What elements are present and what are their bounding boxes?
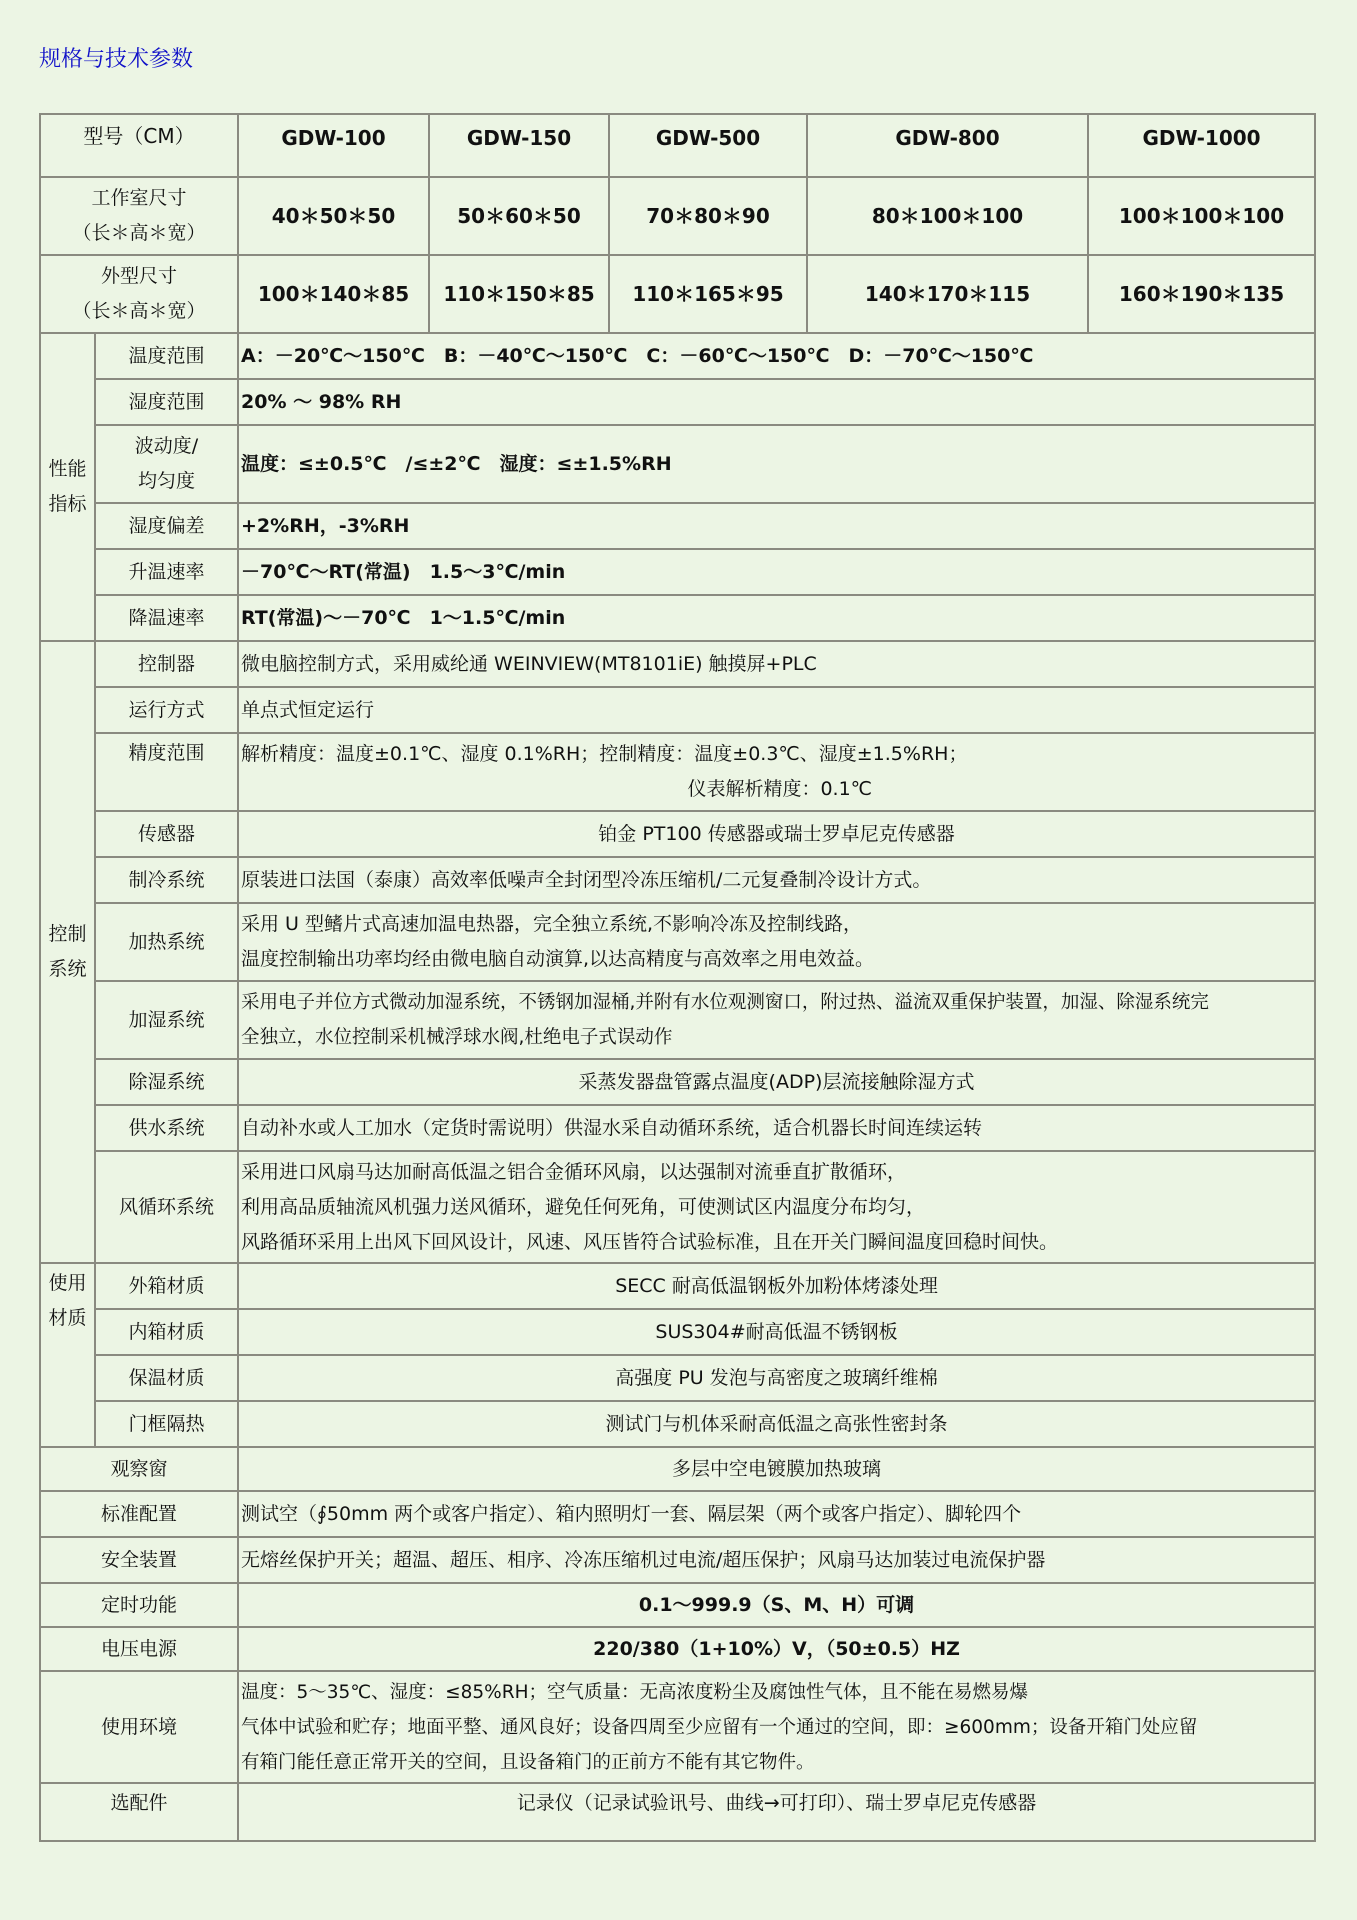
safety-label: 安全装置 <box>40 1537 238 1583</box>
model-label: 型号（CM） <box>40 114 238 177</box>
material-category-1: 使用 <box>48 1272 87 1294</box>
heat-rate-row <box>40 549 1315 595</box>
dehumidify-label: 除湿系统 <box>95 1059 238 1105</box>
air-row <box>40 1151 1315 1263</box>
fluctuation-label <box>95 425 238 503</box>
controller-label: 控制器 <box>95 641 238 687</box>
perf-category <box>40 333 95 641</box>
environment-line-3: 有箱门能任意正常开关的空间，且设备箱门的正前方不能有其它物件。 <box>241 1751 815 1773</box>
safety-row <box>40 1537 1315 1583</box>
cool-rate-value: RT(常温)～－70℃ 1～1.5℃/min <box>238 595 1315 641</box>
humidity-range-label: 湿度范围 <box>95 379 238 425</box>
cooling-label: 制冷系统 <box>95 857 238 903</box>
timer-row <box>40 1583 1315 1627</box>
dehumidify-value: 采蒸发器盘管露点温度(ADP)层流接触除湿方式 <box>238 1059 1315 1105</box>
control-category-1: 控制 <box>48 923 87 945</box>
spec-table <box>39 113 1316 1842</box>
outer-size-value: 140＊170＊115 <box>807 255 1088 333</box>
window-row <box>40 1447 1315 1491</box>
options-row <box>40 1783 1315 1841</box>
humidity-deviation-row <box>40 503 1315 549</box>
run-mode-label: 运行方式 <box>95 687 238 733</box>
accuracy-row <box>40 733 1315 811</box>
timer-value: 0.1～999.9（S、M、H）可调 <box>238 1583 1315 1627</box>
accuracy-line-1: 解析精度：温度±0.1℃、湿度 0.1%RH；控制精度：温度±0.3℃、湿度±1.5%RH； <box>241 743 968 765</box>
cool-rate-label: 降温速率 <box>95 595 238 641</box>
model-cell: GDW-100 <box>238 114 429 177</box>
environment-label: 使用环境 <box>40 1671 238 1783</box>
perf-category-2: 指标 <box>48 493 87 515</box>
heating-line-1: 采用 U 型鳍片式高速加温电热器，完全独立系统,不影响冷冻及控制线路， <box>241 913 863 935</box>
heating-label: 加热系统 <box>95 903 238 981</box>
model-cell: GDW-800 <box>807 114 1088 177</box>
outer-size-label-2: （长＊高＊宽） <box>72 300 206 322</box>
outer-size-value: 100＊140＊85 <box>238 255 429 333</box>
air-line-3: 风路循环采用上出风下回风设计，风速、风压皆符合试验标准，且在开关门瞬间温度回稳时间快。 <box>241 1230 1059 1253</box>
control-category-2: 系统 <box>48 958 87 980</box>
fluctuation-row <box>40 425 1315 503</box>
insulation-label: 保温材质 <box>95 1355 238 1401</box>
accuracy-value <box>238 733 1315 811</box>
water-label: 供水系统 <box>95 1105 238 1151</box>
controller-value: 微电脑控制方式，采用威纶通 WEINVIEW(MT8101iE) 触摸屏+PLC <box>238 641 1315 687</box>
model-cell: GDW-150 <box>429 114 609 177</box>
fluctuation-label-2: 均匀度 <box>138 470 196 492</box>
door-value: 测试门与机体采耐高低温之高张性密封条 <box>238 1401 1315 1447</box>
work-size-label <box>40 177 238 255</box>
outer-material-value: SECC 耐高低温钢板外加粉体烤漆处理 <box>238 1263 1315 1309</box>
humidity-deviation-value: +2%RH，-3%RH <box>238 503 1315 549</box>
outer-material-label: 外箱材质 <box>95 1263 238 1309</box>
material-category <box>40 1263 95 1447</box>
humidify-value <box>238 981 1315 1059</box>
environment-value <box>238 1671 1315 1783</box>
heating-line-2: 温度控制输出功率均经由微电脑自动演算,以达高精度与高效率之用电效益。 <box>241 948 875 970</box>
temp-range-value: A：－20℃～150℃ B：－40℃～150℃ C：－60℃～150℃ D：－70℃～150℃ <box>238 333 1315 379</box>
heating-row <box>40 903 1315 981</box>
inner-material-label: 内箱材质 <box>95 1309 238 1355</box>
outer-size-value: 110＊150＊85 <box>429 255 609 333</box>
heat-rate-value: －70℃～RT(常温) 1.5～3℃/min <box>238 549 1315 595</box>
door-row <box>40 1401 1315 1447</box>
insulation-value: 高强度 PU 发泡与高密度之玻璃纤维棉 <box>238 1355 1315 1401</box>
outer-size-value: 110＊165＊95 <box>609 255 807 333</box>
air-value <box>238 1151 1315 1263</box>
outer-size-label <box>40 255 238 333</box>
outer-size-value: 160＊190＊135 <box>1088 255 1315 333</box>
options-value: 记录仪（记录试验讯号、曲线→可打印）、瑞士罗卓尼克传感器 <box>238 1783 1315 1841</box>
outer-size-label-1: 外型尺寸 <box>101 265 178 287</box>
model-row <box>40 114 1315 177</box>
environment-row <box>40 1671 1315 1783</box>
cool-rate-row <box>40 595 1315 641</box>
run-mode-value: 单点式恒定运行 <box>238 687 1315 733</box>
model-cell: GDW-500 <box>609 114 807 177</box>
safety-value: 无熔丝保护开关；超温、超压、相序、冷冻压缩机过电流/超压保护；风扇马达加装过电流保护器 <box>238 1537 1315 1583</box>
standard-label: 标准配置 <box>40 1491 238 1537</box>
inner-material-value: SUS304#耐高低温不锈钢板 <box>238 1309 1315 1355</box>
humidity-deviation-label: 湿度偏差 <box>95 503 238 549</box>
air-line-1: 采用进口风扇马达加耐高低温之铝合金循环风扇，以达强制对流垂直扩散循环， <box>241 1160 907 1183</box>
cooling-row <box>40 857 1315 903</box>
timer-label: 定时功能 <box>40 1583 238 1627</box>
work-size-value: 100＊100＊100 <box>1088 177 1315 255</box>
outer-size-row <box>40 255 1315 333</box>
inner-material-row <box>40 1309 1315 1355</box>
window-label: 观察窗 <box>40 1447 238 1491</box>
sensor-value: 铂金 PT100 传感器或瑞士罗卓尼克传感器 <box>238 811 1315 857</box>
water-value: 自动补水或人工加水（定货时需说明）供湿水采自动循环系统，适合机器长时间连续运转 <box>238 1105 1315 1151</box>
perf-category-1: 性能 <box>48 458 87 480</box>
controller-row <box>40 641 1315 687</box>
humidify-line-1: 采用电子并位方式微动加湿系统，不锈钢加湿桶,并附有水位观测窗口，附过热、溢流双重保护装置，加湿、除湿系统完 <box>241 992 1209 1013</box>
options-label: 选配件 <box>40 1783 238 1841</box>
run-mode-row <box>40 687 1315 733</box>
humidity-range-value: 20% ～ 98% RH <box>238 379 1315 425</box>
page-title: 规格与技术参数 <box>39 47 194 72</box>
air-line-2: 利用高品质轴流风机强力送风循环，避免任何死角，可使测试区内温度分布均匀， <box>241 1195 926 1218</box>
accuracy-line-2: 仪表解析精度：0.1℃ <box>687 778 873 800</box>
water-row <box>40 1105 1315 1151</box>
heat-rate-label: 升温速率 <box>95 549 238 595</box>
work-size-label-2: （长＊高＊宽） <box>72 222 206 244</box>
environment-line-2: 气体中试验和贮存；地面平整、通风良好；设备四周至少应留有一个通过的空间，即：≥600mm；设备开箱门处应留 <box>241 1716 1198 1738</box>
power-value: 220/380（1+10%）V，（50±0.5）HZ <box>238 1627 1315 1671</box>
insulation-row <box>40 1355 1315 1401</box>
environment-line-1: 温度：5～35℃、湿度：≤85%RH；空气质量：无高浓度粉尘及腐蚀性气体，且不能在易燃易爆 <box>241 1681 1028 1703</box>
window-value: 多层中空电镀膜加热玻璃 <box>238 1447 1315 1491</box>
humidify-label: 加湿系统 <box>95 981 238 1059</box>
work-size-value: 70＊80＊90 <box>609 177 807 255</box>
temp-range-row <box>40 333 1315 379</box>
dehumidify-row <box>40 1059 1315 1105</box>
work-size-label-1: 工作室尺寸 <box>91 187 187 209</box>
work-size-row <box>40 177 1315 255</box>
air-label: 风循环系统 <box>95 1151 238 1263</box>
sensor-label: 传感器 <box>95 811 238 857</box>
control-category <box>40 641 95 1263</box>
door-label: 门框隔热 <box>95 1401 238 1447</box>
cooling-value: 原装进口法国（泰康）高效率低噪声全封闭型冷冻压缩机/二元复叠制冷设计方式。 <box>238 857 1315 903</box>
work-size-value: 50＊60＊50 <box>429 177 609 255</box>
material-category-2: 材质 <box>48 1307 87 1329</box>
humidify-line-2: 全独立，水位控制采机械浮球水阀,杜绝电子式误动作 <box>241 1027 673 1048</box>
work-size-value: 80＊100＊100 <box>807 177 1088 255</box>
humidity-range-row <box>40 379 1315 425</box>
humidify-row <box>40 981 1315 1059</box>
outer-material-row <box>40 1263 1315 1309</box>
accuracy-label: 精度范围 <box>95 733 238 811</box>
standard-value: 测试空（∮50mm 两个或客户指定）、箱内照明灯一套、隔层架（两个或客户指定）、脚轮四个 <box>238 1491 1315 1537</box>
power-row <box>40 1627 1315 1671</box>
fluctuation-label-1: 波动度/ <box>134 435 199 457</box>
sensor-row <box>40 811 1315 857</box>
temp-range-label: 温度范围 <box>95 333 238 379</box>
fluctuation-value: 温度：≤±0.5℃ /≤±2℃ 湿度：≤±1.5%RH <box>238 425 1315 503</box>
heating-value <box>238 903 1315 981</box>
model-cell: GDW-1000 <box>1088 114 1315 177</box>
power-label: 电压电源 <box>40 1627 238 1671</box>
standard-row <box>40 1491 1315 1537</box>
work-size-value: 40＊50＊50 <box>238 177 429 255</box>
